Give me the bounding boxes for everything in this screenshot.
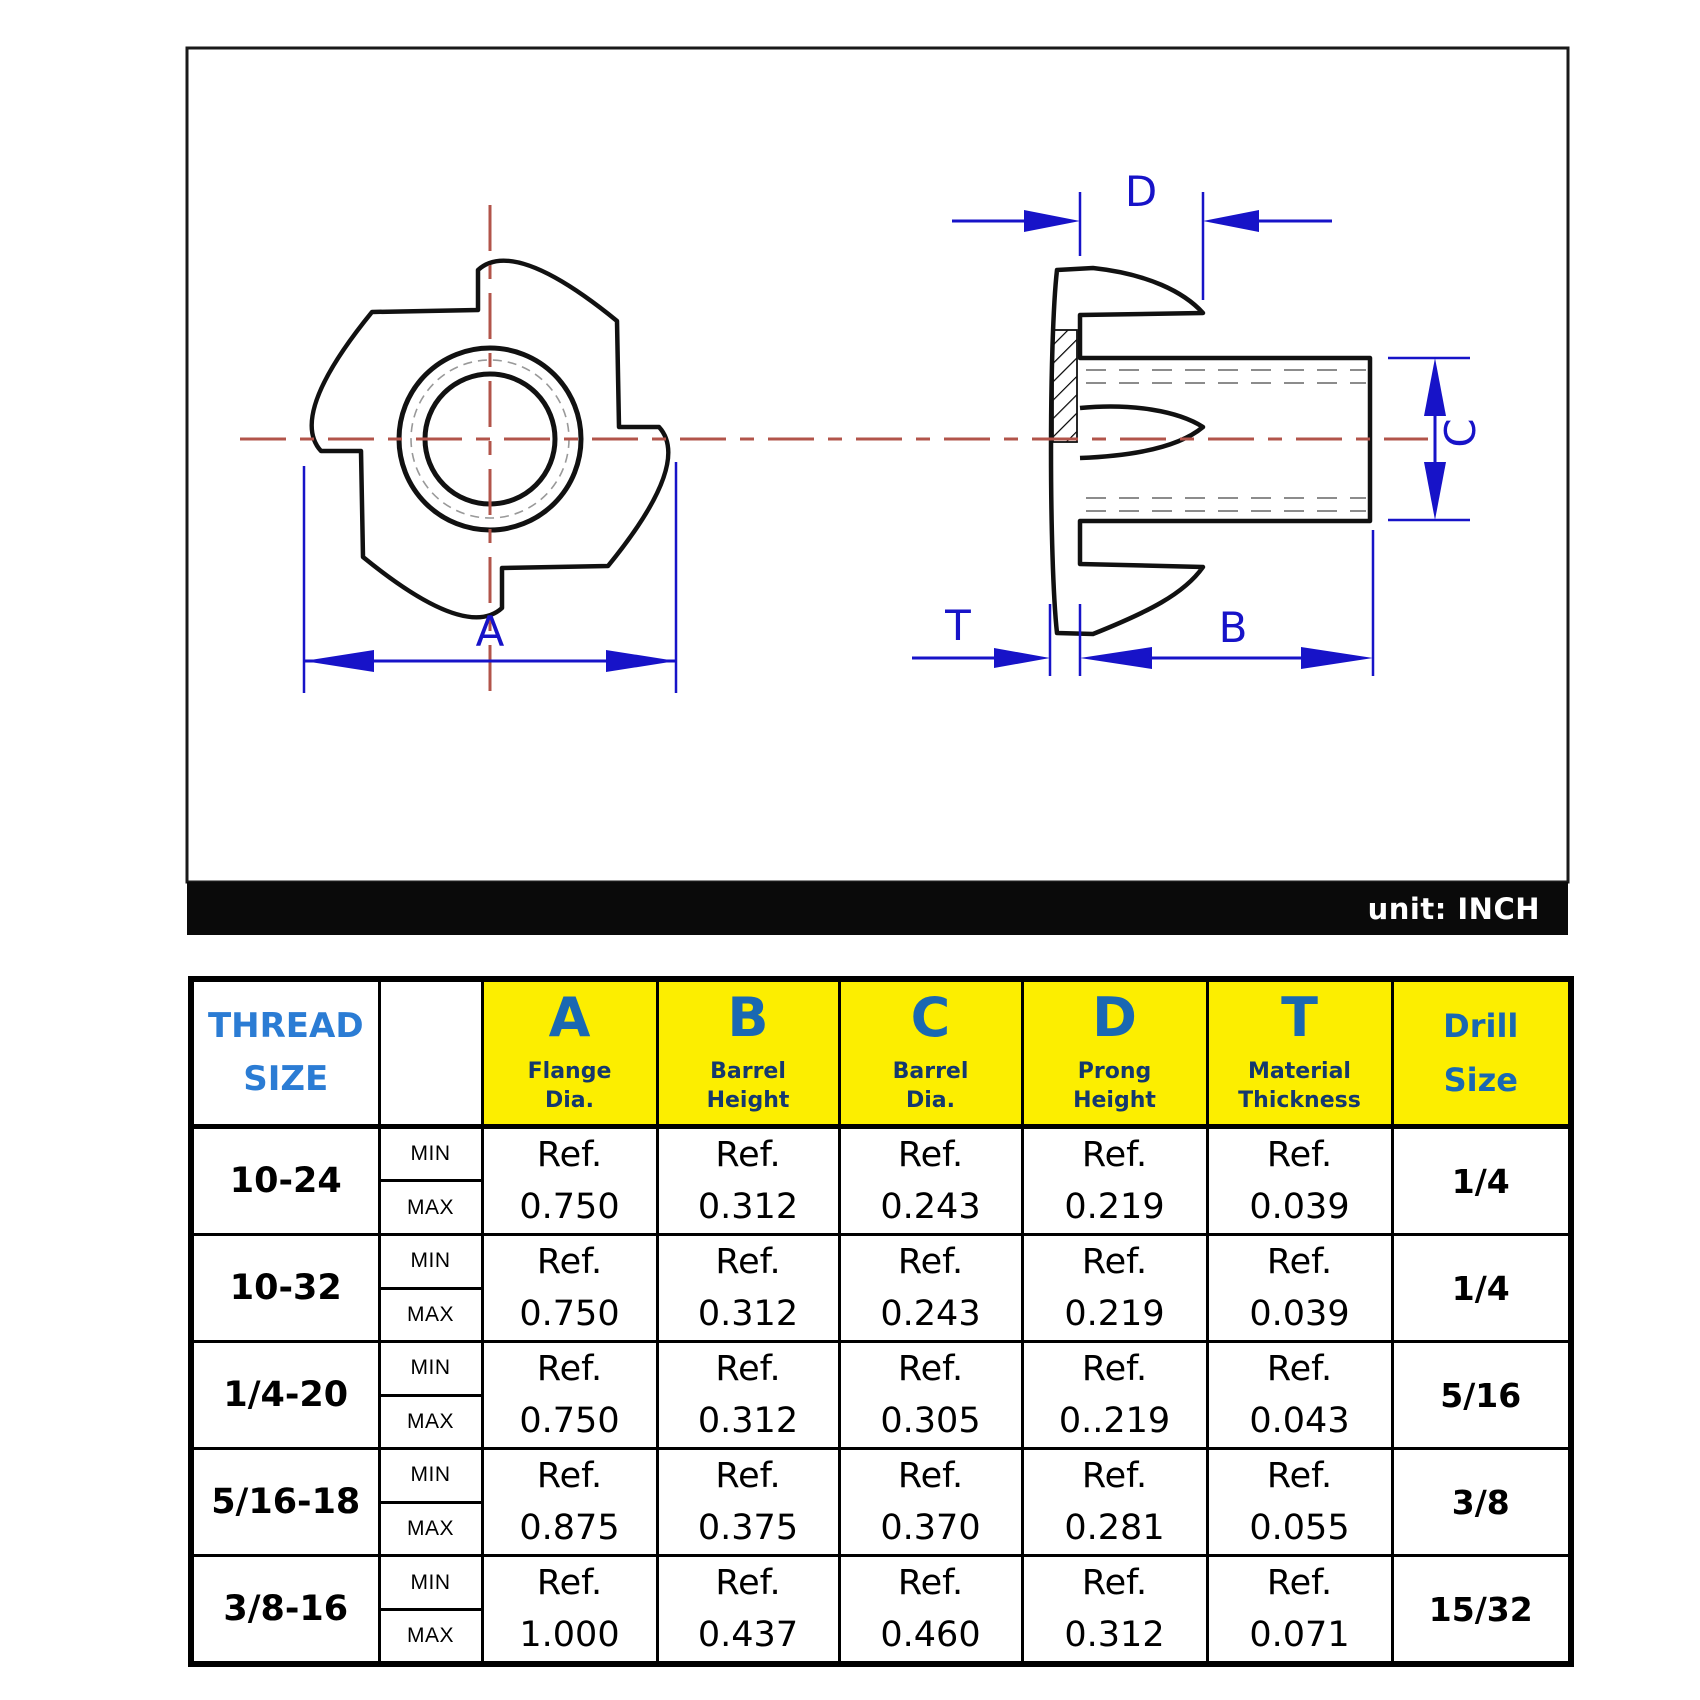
header-thread-line2: SIZE: [243, 1059, 329, 1099]
dim-value-max: 0.370: [880, 1508, 981, 1548]
dim-value-max: 0.312: [697, 1294, 799, 1334]
header-col-d: [1022, 979, 1207, 1127]
drill-size-cell: 15/32: [1392, 1556, 1571, 1665]
dim-value-cell: [482, 1449, 657, 1556]
dim-value-max: 1.000: [519, 1615, 620, 1655]
dim-value-min: Ref.: [715, 1349, 781, 1389]
dim-value-min: Ref.: [1081, 1349, 1148, 1389]
dim-value-cell: [1022, 1556, 1207, 1665]
header-desc-d1: Prong: [1077, 1058, 1152, 1084]
dim-value-min: Ref.: [1266, 1456, 1333, 1496]
dim-value-cell: [839, 1235, 1022, 1342]
dim-value-max: 0.039: [1249, 1294, 1350, 1334]
dim-value-min: Ref.: [897, 1456, 964, 1496]
dim-value-cell: [839, 1556, 1022, 1665]
table-row-group: [191, 1127, 1571, 1235]
min-label: MIN: [379, 1127, 482, 1181]
dim-value-min: Ref.: [715, 1135, 781, 1175]
dim-value-min: Ref.: [536, 1135, 603, 1175]
header-col-t: [1207, 979, 1392, 1127]
dim-value-cell: [1022, 1127, 1207, 1235]
dim-value-max: 0.750: [519, 1401, 620, 1441]
header-letter-a: A: [548, 985, 591, 1049]
dim-label-a: A: [475, 607, 505, 656]
dim-value-max: 0.043: [1249, 1401, 1350, 1441]
header-letter-c: C: [910, 985, 951, 1049]
dim-value-min: Ref.: [1266, 1135, 1333, 1175]
dim-value-cell: [839, 1342, 1022, 1449]
dim-value-max: 0.312: [1064, 1615, 1165, 1655]
max-label: MAX: [379, 1288, 482, 1342]
dim-value-max: 0.750: [519, 1294, 620, 1334]
dim-label-c: C: [1436, 418, 1485, 448]
drill-size-cell: 3/8: [1392, 1449, 1571, 1556]
dim-value-min: Ref.: [1266, 1563, 1333, 1603]
spec-table: [188, 976, 1574, 1667]
header-desc-b1: Barrel: [710, 1058, 786, 1084]
dim-value-max: 0.243: [880, 1294, 981, 1334]
dim-value-max: 0.312: [697, 1187, 799, 1227]
dim-value-min: Ref.: [536, 1349, 603, 1389]
thread-size-cell: 5/16-18: [191, 1449, 379, 1556]
thread-size-cell: 10-32: [191, 1235, 379, 1342]
max-label: MAX: [379, 1395, 482, 1449]
dim-value-cell: [657, 1449, 839, 1556]
header-col-a: [482, 979, 657, 1127]
min-label: MIN: [379, 1556, 482, 1610]
dim-value-cell: [839, 1449, 1022, 1556]
header-desc-a1: Flange: [527, 1058, 612, 1084]
header-desc-b2: Height: [706, 1088, 790, 1114]
dim-value-min: Ref.: [715, 1456, 781, 1496]
dim-label-d: D: [1124, 167, 1158, 216]
dim-value-min: Ref.: [1081, 1242, 1148, 1282]
header-drill-line1: Drill: [1443, 1006, 1519, 1045]
header-desc-t2: Thickness: [1238, 1088, 1361, 1114]
drill-size-cell: 1/4: [1392, 1127, 1571, 1235]
thread-size-cell: 10-24: [191, 1127, 379, 1235]
header-desc-c1: Barrel: [892, 1058, 969, 1084]
thread-size-cell: 1/4-20: [191, 1342, 379, 1449]
dim-value-max: 0.750: [519, 1187, 620, 1227]
header-letter-d: D: [1092, 985, 1137, 1049]
header-col-c: [839, 979, 1022, 1127]
header-desc-t1: Material: [1248, 1058, 1351, 1084]
dim-label-b: B: [1218, 603, 1248, 652]
dim-value-max: 0.281: [1064, 1508, 1165, 1548]
dim-value-cell: [657, 1342, 839, 1449]
dim-value-max: 0.219: [1064, 1294, 1165, 1334]
header-thread-size: [191, 979, 379, 1127]
dim-value-cell: [482, 1127, 657, 1235]
header-drill-line2: Size: [1443, 1061, 1518, 1099]
dim-value-min: Ref.: [1081, 1456, 1148, 1496]
dim-value-cell: [482, 1235, 657, 1342]
min-label: MIN: [379, 1235, 482, 1289]
dim-value-max: 0.312: [697, 1401, 799, 1441]
dim-value-min: Ref.: [1266, 1349, 1333, 1389]
dim-value-cell: [839, 1127, 1022, 1235]
max-label: MAX: [379, 1610, 482, 1664]
min-label: MIN: [379, 1449, 482, 1503]
dim-value-max: 0.219: [1064, 1187, 1165, 1227]
header-letter-b: B: [727, 985, 769, 1049]
dim-value-cell: [1207, 1342, 1392, 1449]
header-drill-size: [1392, 979, 1571, 1127]
dim-value-min: Ref.: [536, 1242, 603, 1282]
dim-value-cell: [1207, 1449, 1392, 1556]
dim-value-min: Ref.: [536, 1456, 603, 1496]
dim-value-min: Ref.: [1081, 1135, 1148, 1175]
dim-value-cell: [1207, 1556, 1392, 1665]
dim-value-max: 0.305: [880, 1401, 981, 1441]
dim-value-min: Ref.: [897, 1135, 964, 1175]
dim-value-max: 0.460: [880, 1615, 981, 1655]
dim-value-cell: [482, 1556, 657, 1665]
dim-value-min: Ref.: [897, 1242, 964, 1282]
table-row-group: [191, 1235, 1571, 1342]
dim-value-cell: [1207, 1235, 1392, 1342]
max-label: MAX: [379, 1502, 482, 1556]
dim-value-cell: [657, 1556, 839, 1665]
max-label: MAX: [379, 1181, 482, 1235]
drill-size-cell: 5/16: [1392, 1342, 1571, 1449]
header-desc-c2: Dia.: [905, 1088, 955, 1114]
table-row-group: [191, 1449, 1571, 1556]
dim-value-max: 0.875: [519, 1508, 620, 1548]
header-thread-line1: THREAD: [207, 1006, 364, 1047]
dim-value-min: Ref.: [897, 1563, 964, 1603]
dim-value-min: Ref.: [897, 1349, 964, 1389]
dim-value-cell: [1207, 1127, 1392, 1235]
dim-value-min: Ref.: [1266, 1242, 1333, 1282]
unit-bar: [187, 882, 1568, 935]
dim-label-t: T: [945, 601, 971, 650]
dim-value-cell: [1022, 1235, 1207, 1342]
dim-value-min: Ref.: [536, 1563, 603, 1603]
dim-value-min: Ref.: [715, 1242, 781, 1282]
table-row-group: [191, 1342, 1571, 1449]
unit-label: unit: INCH: [1367, 891, 1540, 926]
dim-value-min: Ref.: [715, 1563, 781, 1603]
side-view-hatch-section: [1053, 330, 1077, 442]
header-desc-a2: Dia.: [544, 1088, 594, 1114]
dim-value-max: 0..219: [1058, 1401, 1171, 1441]
dim-value-max: 0.039: [1249, 1187, 1350, 1227]
thread-size-cell: 3/8-16: [191, 1556, 379, 1665]
drill-size-cell: 1/4: [1392, 1235, 1571, 1342]
dim-value-cell: [1022, 1342, 1207, 1449]
dim-value-min: Ref.: [1081, 1563, 1148, 1603]
dim-value-cell: [657, 1127, 839, 1235]
dim-value-max: 0.437: [697, 1615, 799, 1655]
dim-value-max: 0.071: [1249, 1615, 1350, 1655]
min-label: MIN: [379, 1342, 482, 1396]
dim-value-max: 0.243: [880, 1187, 981, 1227]
table-row-group: [191, 1556, 1571, 1665]
header-letter-t: T: [1281, 985, 1318, 1049]
header-desc-d2: Height: [1073, 1088, 1156, 1114]
dim-value-cell: [482, 1342, 657, 1449]
dim-value-cell: [657, 1235, 839, 1342]
dim-value-max: 0.375: [697, 1508, 799, 1548]
dim-value-cell: [1022, 1449, 1207, 1556]
header-col-b: [657, 979, 839, 1127]
dim-value-max: 0.055: [1249, 1508, 1350, 1548]
header-minmax-spacer: [379, 979, 482, 1127]
